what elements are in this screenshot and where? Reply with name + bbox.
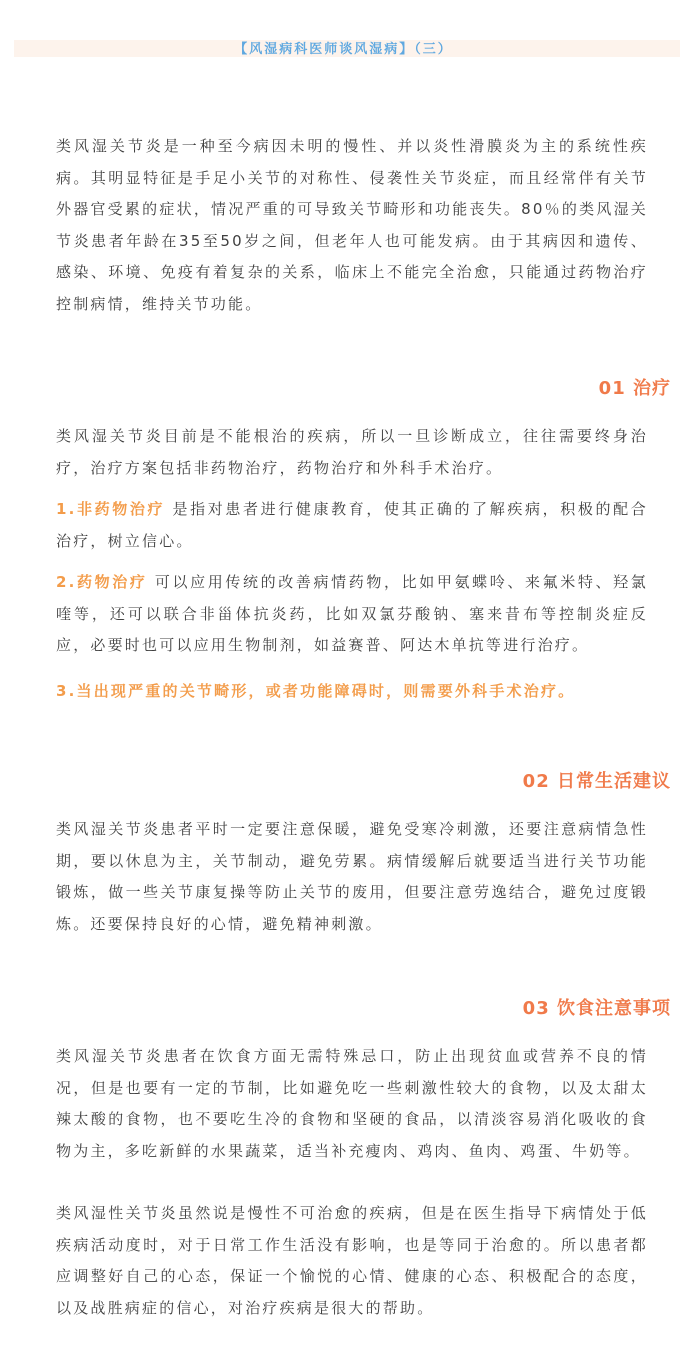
treatment-intro-paragraph: 类风湿关节炎目前是不能根治的疾病，所以一旦诊断成立，往往需要终身治疗，治疗方案包括非药物治疗，药物治疗和外科手术治疗。: [56, 427, 648, 477]
treatment-item-1-lead: 1.非药物治疗: [56, 500, 166, 518]
diet-paragraph: 类风湿关节炎患者在饮食方面无需特殊忌口，防止出现贫血或营养不良的情况，但是也要有一定的节制，比如避免吃一些刺激性较大的食物，以及太甜太辣太酸的食物，也不要吃生冷的食物和坚硬的食品，以清淡容易消化吸收的食物为主，多吃新鲜的水果蔬菜，适当补充瘦肉、鸡肉、鱼肉、鸡蛋、牛奶等。: [56, 1047, 648, 1160]
treatment-item-3: 3.当出现严重的关节畸形，或者功能障碍时，则需要外科手术治疗。: [56, 682, 576, 700]
treatment-item-2-text: 可以应用传统的改善病情药物，比如甲氨蝶呤、来氟米特、羟氯喹等，还可以联合非甾体抗炎药，比如双氯芬酸钠、塞来昔布等控制炎症反应，必要时也可以应用生物制剂，如益赛普、阿达木单抗等进行治疗。: [56, 573, 648, 654]
closing-paragraph: 类风湿性关节炎虽然说是慢性不可治愈的疾病，但是在医生指导下病情处于低疾病活动度时，对于日常工作生活没有影响，也是等同于治愈的。所以患者都应调整好自己的心态，保证一个愉悦的心情、健康的心态、积极配合的态度，以及战胜病症的信心，对治疗疾病是很大的帮助。: [56, 1204, 648, 1317]
treatment-item-2-lead: 2.药物治疗: [56, 573, 148, 591]
treatment-item-2: [56, 567, 648, 662]
series-title: 【风湿病科医师谈风湿病】（三）: [234, 42, 453, 57]
treatment-item-1-text: 是指对患者进行健康教育，使其正确的了解疾病，积极的配合治疗，树立信心。: [56, 500, 648, 550]
daily-life-paragraph: 类风湿关节炎患者平时一定要注意保暖，避免受寒冷刺激，还要注意病情急性期，要以休息为主，关节制动，避免劳累。病情缓解后就要适当进行关节功能锻炼，做一些关节康复操等防止关节的废用，但要注意劳逸结合，避免过度锻炼。还要保持良好的心情，避免精神刺激。: [56, 820, 648, 933]
section-heading-diet: 03 饮食注意事项: [522, 998, 671, 1019]
section-heading-treatment: 01 治疗: [598, 378, 671, 399]
treatment-item-1: [56, 494, 648, 557]
section-heading-daily-life: 02 日常生活建议: [522, 771, 671, 792]
intro-paragraph: 类风湿关节炎是一种至今病因未明的慢性、并以炎性滑膜炎为主的系统性疾病。其明显特征是手足小关节的对称性、侵袭性关节炎症，而且经常伴有关节外器官受累的症状，情况严重的可导致关节畸形和功能丧失。80％的类风湿关节炎患者年龄在35至50岁之间，但老年人也可能发病。由于其病因和遗传、感染、环境、免疫有着复杂的关系，临床上不能完全治愈，只能通过药物治疗控制病情，维持关节功能。: [56, 137, 648, 313]
